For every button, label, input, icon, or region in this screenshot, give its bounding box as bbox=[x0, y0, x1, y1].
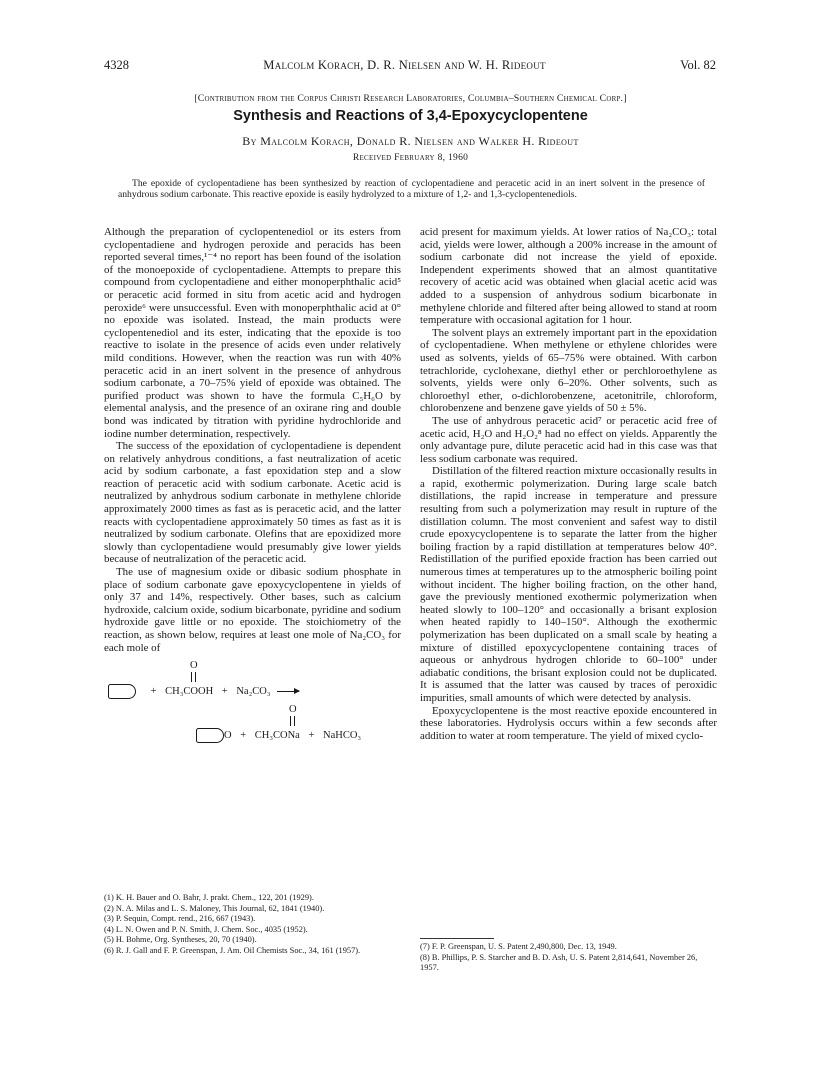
footnote: (5) H. Bohme, Org. Syntheses, 20, 70 (1940). bbox=[104, 935, 257, 945]
footnote: (4) L. N. Owen and P. N. Smith, J. Chem. Soc., 4035 (1952). bbox=[104, 924, 308, 934]
paragraph: The use of magnesium oxide or dibasic sodium phosphate in place of sodium carbonate gave epoxycyclopentene in yields of only 37 and 14%, respectively. Other bases, such as calcium hydroxide, calcium oxide, sodium bicarbonate, pyridine and sodium hydroxide gave little or no epoxide. The stoichiometry of the reaction, as shown below, requires at least one mole of Na₂CO₃ for each mole of bbox=[104, 566, 402, 654]
sodium-acetate-formula: CH₃CONa bbox=[254, 730, 300, 742]
footnote: (6) R. J. Gall and F. P. Greenspan, J. Am. Oil Chemists Soc., 34, 161 (1957). bbox=[104, 945, 361, 955]
epoxycyclopentene-ring-icon bbox=[196, 728, 224, 743]
carbonyl-oxygen-1: O bbox=[190, 660, 198, 672]
epoxide-oxygen: O bbox=[224, 730, 232, 742]
footnote: (2) N. A. Milas and L. S. Maloney, This Journal, 62, 1841 (1940). bbox=[104, 903, 325, 913]
footnote: (7) F. P. Greenspan, U. S. Patent 2,490,800, Dec. 13, 1949. bbox=[420, 942, 617, 951]
right-column bbox=[420, 226, 717, 742]
plus-sign: + bbox=[221, 686, 228, 698]
contribution-line: [Contribution from the Corpus Christi Research Laboratories, Columbia–Southern Chemical Corp.] bbox=[194, 93, 627, 104]
footnote-rule bbox=[420, 938, 494, 939]
paragraph: The solvent plays an extremely important part in the epoxidation of cyclopentadiene. When methylene or ethylene chlorides were used as solvents, yields of 65–75% were obtained. With carbon tetrachloride, cyclohexane, diethyl ether or perchloroethylene as solvents, yields were only 6–20%. Other solvents, such as chloroethyl ether, o-dichlorobenzene, acetonitrile, chloroform, chlorobenzene and benzene gave yields of 50 ± 5%. bbox=[420, 326, 717, 415]
acetic-peracid-formula: CH₃COOH bbox=[165, 686, 214, 698]
plus-sign: + bbox=[150, 686, 157, 698]
left-column bbox=[104, 226, 401, 756]
volume-label: Vol. 82 bbox=[680, 58, 716, 72]
page-number: 4328 bbox=[104, 58, 129, 72]
footnotes-left bbox=[104, 893, 401, 957]
paragraph: acid present for maximum yields. At lower ratios of Na₂CO₃: total acid, yields were lower, although a 200% increase in the amount of sodium carbonate did not increase the yield of epoxide. Independent experiments showed that an almost quantitative recovery of acetic acid was obtained when glacial acetic acid was added to a suspension of anhydrous sodium bicarbonate in methylene chloride and filtered after being allowed to stand at room temperature with occasional agitation for 1 hour. bbox=[420, 226, 717, 327]
running-authors: Malcolm Korach, D. R. Nielsen and W. H. Rideout bbox=[263, 58, 546, 72]
footnote: (8) B. Phillips, P. S. Starcher and B. D. Ash, U. S. Patent 2,814,641, November 26, 1957. bbox=[420, 952, 698, 973]
received-date: Received February 8, 1960 bbox=[352, 153, 469, 163]
equation-line-1 bbox=[108, 684, 299, 699]
paragraph: The success of the epoxidation of cyclopentadiene is dependent on relatively anhydrous conditions, a fast neutralization of acetic acid by sodium carbonate, a fast epoxidation step and a slow reaction of peracetic acid with sodium carbonate. Acetic acid is neutralized by anhydrous sodium carbonate in methylene chloride approximately 2000 times as fast as is peracetic acid, and the latter reacts with cyclopentadiene approximately 50 times as fast as it is neutralized by sodium carbonate. Olefins that are epoxidized more slowly than cyclopentadiene would presumably give lower yields because of neutralization of the peracetic acid. bbox=[104, 440, 401, 566]
reaction-equation bbox=[104, 660, 401, 756]
byline: By Malcolm Korach, Donald R. Nielsen and Walker H. Rideout bbox=[242, 134, 579, 148]
sodium-carbonate-formula: Na₂CO₃ bbox=[236, 686, 271, 698]
article-title: Synthesis and Reactions of 3,4-Epoxycyclopentene bbox=[233, 108, 588, 124]
equation-line-2 bbox=[196, 728, 361, 743]
paragraph: Distillation of the filtered reaction mixture occasionally results in a rapid, exothermic polymerization. During large scale batch distillations, the rapid increase in temperature and pressure resulting from such a polymerization may result in rupture of the distillation column. The most convenient and safest way to distil crude epoxycyclopentene is to separate the latter from the higher boiling fraction by a rapid distillation at temperatures below 40°. Redistillation of the purified epoxide fraction has been carried out numerous times at temperatures up to the atmospheric boiling point without incident. The higher boiling fraction, on the other hand, gave the previously mentioned exothermic polymerization when heated slowly to 100–120° and occasionally a brisant explosion when heated rapidly to 140–150°. Although the exothermic polymerization has been duplicated on a small scale by heating a mixture of distilled epoxycyclopentene containing traces of aqueous or anhydrous hydrogen chloride to 60–100° under adiabatic conditions, the brisant explosion could not be duplicated. It is assumed that the latter was caused by traces of peroxidic impurities, small amounts of which were detected by analysis. bbox=[420, 465, 717, 704]
paragraph: The use of anhydrous peracetic acid⁷ or peracetic acid free of acetic acid, H₂O and H₂O₂⁸ had no effect on yields. Apparently the only advantage pure, dilute peracetic acid had in this case was that less sodium carbonate was required. bbox=[420, 414, 717, 465]
sodium-bicarbonate-formula: NaHCO₃ bbox=[323, 730, 362, 742]
abstract: The epoxide of cyclopentadiene has been synthesized by reaction of cyclopentadiene and peracetic acid in an inert solvent in the presence of anhydrous sodium carbonate. This reactive epoxide is easily hydrolyzed to a mixture of 1,2- and 1,3-cyclopentenediols. bbox=[118, 178, 705, 201]
reaction-arrow-icon bbox=[277, 691, 299, 692]
footnotes-right bbox=[420, 938, 717, 974]
plus-sign: + bbox=[308, 730, 315, 742]
plus-sign: + bbox=[240, 730, 247, 742]
footnote: (1) K. H. Bauer and O. Bahr, J. prakt. Chem., 122, 201 (1929). bbox=[104, 893, 314, 902]
paragraph: Epoxycyclopentene is the most reactive epoxide encountered in these laboratories. Hydrolysis occurs within a few seconds after addition to water at room temperature. The yield of mixed cyclo- bbox=[420, 704, 717, 742]
paragraph: Although the preparation of cyclopentenediol or its esters from cyclopentadiene and hydrogen peroxide and peracids has been reported several times,¹⁻⁴ no report has been found of the isolation of the monoepoxide of cyclopentadiene. Attempts to prepare this compound from cyclopentadiene and either monoperphthalic acid⁵ or peracetic acid formed in situ from acetic acid and hydrogen peroxide⁶ were unsuccessful. Even with monoperphthalic acid at 0° no epoxide was isolated. Instead, the main products were cyclopentenediol and its ester, indicating that the epoxide is too reactive to isolate in the presence of acids even under relatively mild conditions. However, when the reaction was run with 40% peracetic acid in an inert solvent in the presence of anhydrous sodium carbonate, a 70–75% yield of epoxide was obtained. The purified product was shown to have the formula C₅H₆O by elemental analysis, and the presence of an oxirane ring and double bond was indicated by titration with pyridine hydrochloride and iodine number determination, respectively. bbox=[104, 226, 401, 440]
carbonyl-oxygen-2: O bbox=[289, 704, 297, 716]
carbonyl-double-bond-2 bbox=[290, 716, 295, 726]
carbonyl-double-bond-1 bbox=[191, 672, 196, 682]
cyclopentadiene-ring-icon bbox=[108, 684, 136, 699]
running-head bbox=[104, 58, 716, 73]
footnote: (3) P. Sequin, Compt. rend., 216, 667 (1943). bbox=[104, 914, 256, 924]
